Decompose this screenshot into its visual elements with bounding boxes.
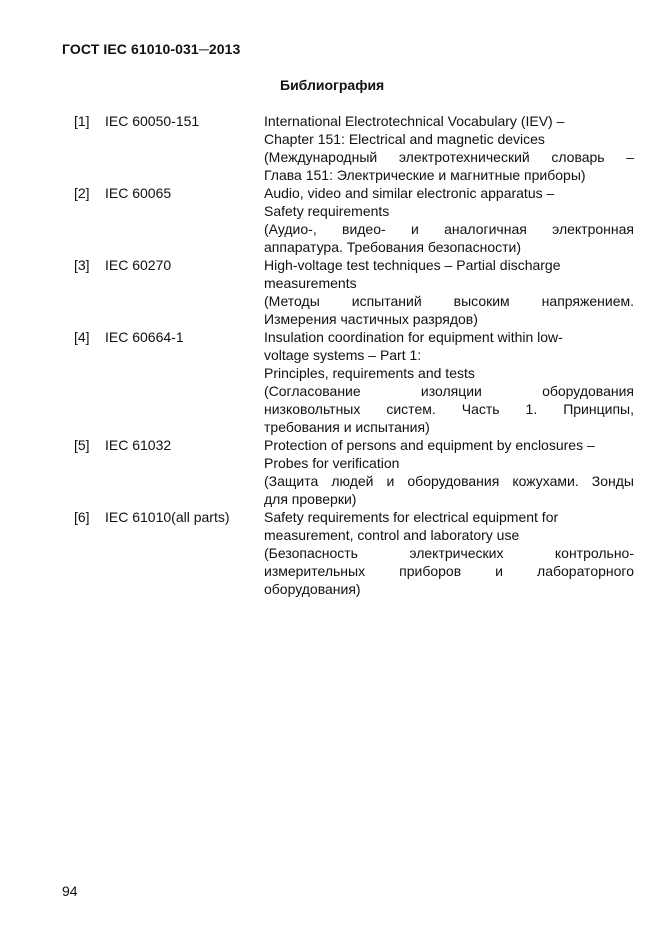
standard-description <box>264 184 634 256</box>
standard-code: IEC 61010(all parts) <box>105 509 230 525</box>
description-line: International Electrotechnical Vocabulary (IEV) – <box>264 113 565 129</box>
entry-number: [4] <box>74 329 90 345</box>
description-line: Insulation coordination for equipment within low- <box>264 329 563 345</box>
standard-description <box>264 436 634 508</box>
description-line: Probes for verification <box>264 455 400 471</box>
standard-description <box>264 112 634 184</box>
bibliography-entry <box>74 328 636 436</box>
description-line: (Международный электротехнический словарь – <box>264 149 634 165</box>
entry-number: [6] <box>74 509 90 525</box>
description-line: measurements <box>264 275 357 291</box>
description-line: Chapter 151: Electrical and magnetic devices <box>264 131 545 147</box>
description-line: для проверки) <box>264 491 357 507</box>
description-line: (Согласование изоляции оборудования <box>264 383 634 399</box>
description-line: Safety requirements <box>264 203 390 219</box>
bibliography-entry <box>74 256 636 328</box>
standard-description <box>264 508 634 598</box>
standard-code: IEC 61032 <box>105 437 172 453</box>
description-line: оборудования) <box>264 581 361 597</box>
description-line: аппаратура. Требования безопасности) <box>264 239 522 255</box>
bibliography-entry <box>74 112 636 184</box>
description-line: Principles, requirements and tests <box>264 365 475 381</box>
description-line: Измерения частичных разрядов) <box>264 311 478 327</box>
description-line: Protection of persons and equipment by enclosures – <box>264 437 595 453</box>
description-line: measurement, control and laboratory use <box>264 527 520 543</box>
bibliography-entry <box>74 436 636 508</box>
bibliography-title: Библиография <box>280 77 385 93</box>
bibliography-entry <box>74 508 636 598</box>
description-line: Глава 151: Электрические и магнитные приборы) <box>264 167 586 183</box>
description-line: High-voltage test techniques – Partial discharge <box>264 257 561 273</box>
entry-number: [2] <box>74 185 90 201</box>
description-line: (Аудио-, видео- и аналогичная электронная <box>264 221 634 237</box>
standard-code: IEC 60664-1 <box>105 329 184 345</box>
standard-code: IEC 60065 <box>105 185 172 201</box>
description-line: (Методы испытаний высоким напряжением. <box>264 293 634 309</box>
entry-number: [1] <box>74 113 90 129</box>
description-line: Safety requirements for electrical equipment for <box>264 509 559 525</box>
standard-header: ГОСТ IEC 61010-031─2013 <box>62 41 241 57</box>
description-line: измерительных приборов и лабораторного <box>264 563 634 579</box>
standard-code: IEC 60270 <box>105 257 172 273</box>
bibliography-list <box>74 112 636 598</box>
entry-number: [5] <box>74 437 90 453</box>
description-line: (Защита людей и оборудования кожухами. Зонды <box>264 473 634 489</box>
page-number: 94 <box>62 883 78 899</box>
bibliography-entry <box>74 184 636 256</box>
standard-code: IEC 60050-151 <box>105 113 200 129</box>
entry-number: [3] <box>74 257 90 273</box>
standard-description <box>264 328 634 436</box>
description-line: (Безопасность электрических контрольно- <box>264 545 634 561</box>
description-line: требования и испытания) <box>264 419 430 435</box>
description-line: низковольтных систем. Часть 1. Принципы, <box>264 401 634 417</box>
description-line: voltage systems – Part 1: <box>264 347 422 363</box>
description-line: Audio, video and similar electronic apparatus – <box>264 185 555 201</box>
standard-description <box>264 256 634 328</box>
